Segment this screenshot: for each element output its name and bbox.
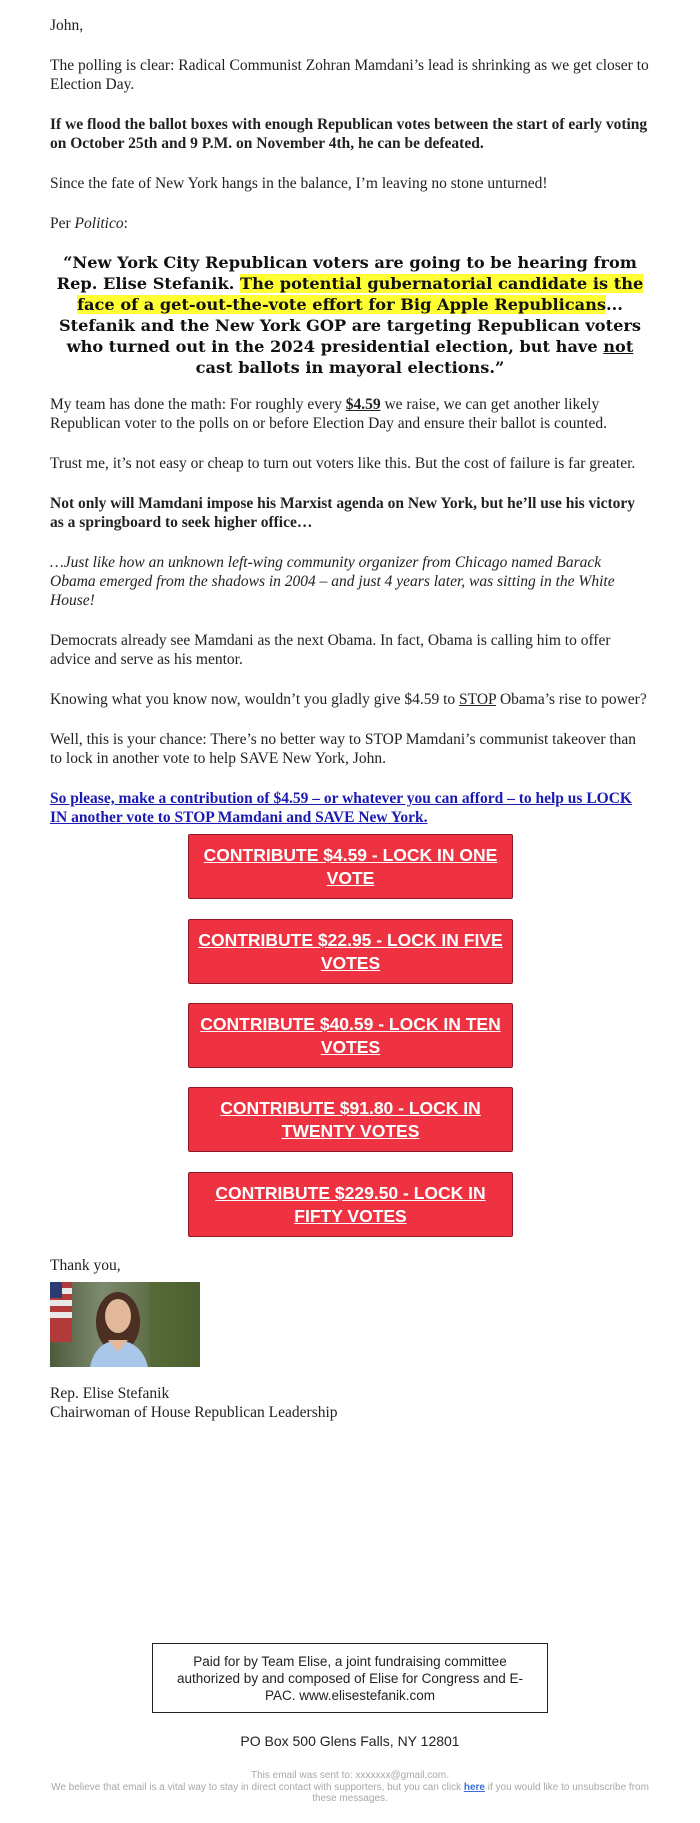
paragraph-knowing: Knowing what you know now, wouldn’t you gladly give $4.59 to STOP Obama’s rise to power?: [50, 691, 647, 708]
paragraph-chance: Well, this is your chance: There’s no better way to STOP Mamdani’s communist takeover than to lock in another vote to help SAVE New York, John.: [50, 731, 637, 767]
paragraph-next-obama: Democrats already see Mamdani as the next Obama. In fact, Obama is calling him to offer advice and serve as his mentor.: [50, 632, 611, 668]
contribute-button-3[interactable]: CONTRIBUTE $40.59 - LOCK IN TEN VOTES: [188, 1003, 513, 1068]
paid-for-disclaimer: Paid for by Team Elise, a joint fundraising committee authorized by and composed of Elise for Congress and E-PAC. www.elisestefanik.com: [152, 1643, 548, 1713]
unsubscribe-link[interactable]: here: [463, 1781, 485, 1793]
contribute-link[interactable]: So please, make a contribution of $4.59 – or whatever you can afford – to help us LOCK IN another vote to STOP Mamdani and SAVE New York.: [50, 790, 632, 826]
unsubscribe-notice: [45, 1770, 655, 1805]
contribute-button-2[interactable]: CONTRIBUTE $22.95 - LOCK IN FIVE VOTES: [188, 919, 513, 984]
email-content: [50, 16, 650, 827]
mailing-address: PO Box 500 Glens Falls, NY 12801: [240, 1733, 460, 1749]
politico-source: Politico: [74, 215, 124, 232]
sent-to: This email was sent to: xxxxxxx@gmail.com.: [251, 1770, 449, 1781]
paragraph-no-stone: Since the fate of New York hangs in the balance, I’m leaving no stone unturned!: [50, 175, 548, 192]
signer-name: Rep. Elise Stefanik: [50, 1385, 170, 1402]
paragraph-obama-story: …Just like how an unknown left-wing community organizer from Chicago named Barack Obama emerged from the shadows in 2004 – and just 4 years later, was sitting in the White House!: [50, 554, 615, 609]
contribute-button-5[interactable]: CONTRIBUTE $229.50 - LOCK IN FIFTY VOTES: [188, 1172, 513, 1237]
quote-highlight: The potential gubernatorial candidate is the face of a get-out-the-vote effort for Big Apple Republicans: [77, 274, 644, 314]
paragraph-trust-me: Trust me, it’s not easy or cheap to turn out voters like this. But the cost of failure is far greater.: [50, 455, 636, 472]
signature-block: [50, 1384, 650, 1422]
greeting: John,: [50, 17, 84, 34]
signer-title: Chairwoman of House Republican Leadership: [50, 1404, 338, 1421]
signer-photo: [50, 1282, 200, 1367]
contribute-button-1[interactable]: CONTRIBUTE $4.59 - LOCK IN ONE VOTE: [188, 834, 513, 899]
signoff: [50, 1256, 650, 1275]
politico-quote: “New York City Republican voters are going to be hearing from Rep. Elise Stefanik. The potential gubernatorial candidate is the face of a get-out-the-vote effort for Big Apple Republicans... Stefanik and the New York GOP are targeting Republican voters who turned out in the 2024 presidential election, but have not cast ballots in mayoral elections.”: [56, 253, 644, 377]
unsubscribe-text: We believe that email is a vital way to stay in direct contact with supporters, but you can click here if you would like to unsubscribe from these messages.: [51, 1781, 649, 1804]
paragraph-flood-ballot: If we flood the ballot boxes with enough Republican votes between the start of early voting on October 25th and 9 P.M. on November 4th, he can be defeated.: [50, 116, 648, 152]
paragraph-marxist: Not only will Mamdani impose his Marxist agenda on New York, but he’ll use his victory as a springboard to seek higher office…: [50, 495, 636, 531]
amount-highlight: $4.59: [345, 396, 381, 413]
per-politico: Per Politico:: [50, 215, 128, 232]
thank-you: Thank you,: [50, 1257, 121, 1274]
paragraph-polling: The polling is clear: Radical Communist Zohran Mamdani’s lead is shrinking as we get closer to Election Day.: [50, 57, 649, 93]
paragraph-math: My team has done the math: For roughly every $4.59 we raise, we can get another likely Republican voter to the polls on or before Election Day and ensure their ballot is counted.: [50, 396, 607, 432]
contribute-button-4[interactable]: CONTRIBUTE $91.80 - LOCK IN TWENTY VOTES: [188, 1087, 513, 1152]
